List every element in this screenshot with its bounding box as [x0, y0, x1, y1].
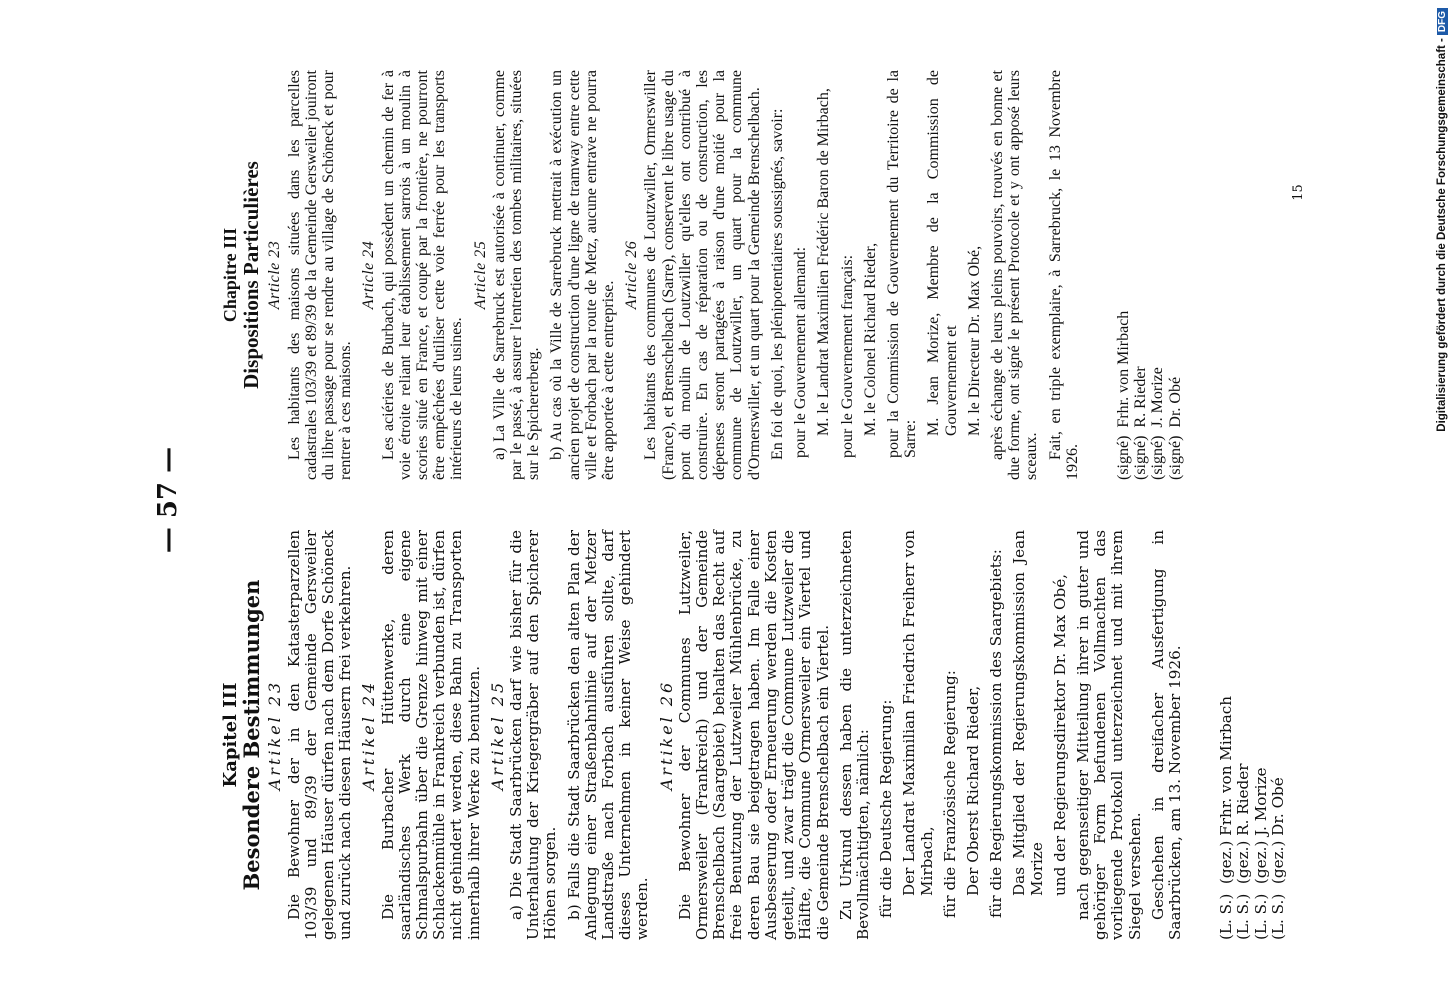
german-article-23-text: Die Bewohner der in den Katasterparzellen 103/39 und 89/39 der Gemeinde Gersweiler gelegenen Häuser dürfen nach dem Dorfe Schöneck und zurück nach diesen Häusern frei verkehren. [284, 530, 355, 940]
german-article-26-title: Artikel 26 [656, 679, 676, 791]
french-article-24-text: Les aciéries de Burbach, qui possèdent un chemin de fer à voie étroite reliant leur établissement sarrois à un moulin à scories situé en France, et coupé par la frontière, ne pourront être empêchées d'utiliser cette voie ferrée pour les transports intérieurs de leurs usines. [379, 70, 466, 480]
page-number: — 57 — [153, 446, 183, 554]
french-article-25-a: a) La Ville de Sarrebruck est autorisée à continuer, comme par le passé, à assurer l'entretien des tombes militaires, situées sur le Spichererberg. [490, 70, 543, 480]
german-signature: (L. S.) (gez.) J. Morize [1251, 767, 1270, 940]
french-article-25-title: Article 25 [471, 240, 489, 310]
french-gov-saar-name1: M. Jean Morize, Membre de la Commission de Gouvernement et [925, 70, 960, 436]
folio-number: 15 [1290, 184, 1306, 201]
digitization-notice-label: Digitalisierung gefördert durch die Deutsche Forschungsgemeinschaft - [1436, 38, 1448, 432]
german-article-24-text: Die Burbacher Hüttenwerke, deren saarländisches Werk durch eine eigene Schmalspurbahn über die Grenze hinweg mit einer Schlackenmühle in Frankreich verbunden ist, dürfen nicht gehindert werden, diese Bahn zu Transporten innerhalb ihrer Werke zu benutzen. [378, 530, 483, 940]
german-article-26-text: Die Bewohner der Communes Lutzweiler, Ormersweiler (Frankreich) und der Gemeinde Brenschelbach (Saargebiet) behalten das Recht auf freie Benutzung der Lutzweiler Mühlenbrücke, zu deren Bau sie beigetragen haben. Im Falle einer Ausbesserung oder Erneuerung werden die Kosten geteilt, und zwar trägt die Commune Lutzweiler die Hälfte, die Commune Ormersweiler ein Viertel und die Gemeinde Brenschelbach ein Viertel. [675, 530, 832, 940]
french-gov-saar: pour la Commission de Gouvernement du Territoire de la Sarre: [884, 70, 920, 458]
rotated-content [87, 50, 1347, 950]
german-gov-de: für die Deutsche Regierung: [877, 699, 896, 918]
french-chapter: Chapitre III [220, 227, 240, 323]
french-signature: (signé) R. Rieder [1132, 366, 1150, 480]
german-gov-saar-name1: Das Mitglied der Regierungskommission Jean Morize [1010, 530, 1046, 896]
french-signature: (signé) Dr. Obé [1166, 376, 1184, 480]
french-article-23-text: Les habitants des maisons situées dans les parcelles cadastrales 103/39 et 89/39 de la Gemeinde Gersweiler jouiront du libre passage pour se rendre au village de Schöneck et pour rentrer à ces maisons. [285, 70, 355, 480]
german-gov-saar-name2: und der Regierungsdirektor Dr. Max Obé, [1050, 573, 1069, 896]
german-article-25-a: a) Die Stadt Saarbrücken darf wie bisher für die Unterhaltung der Kriegergräber auf den Spicherer Höhen sorgen. [507, 530, 560, 940]
french-closing: après échange de leurs pleins pouvoirs, trouvés en bonne et due forme, ont signé le présent Protocole et y ont apposé leurs sceaux. [988, 70, 1041, 480]
french-heading: Dispositions Particulières [239, 161, 264, 389]
german-witness: Zu Urkund dessen haben die unterzeichneten Bevollmächtigten, nämlich: [836, 530, 872, 940]
german-gov-saar: für die Regierungskommission des Saargebiets: [987, 549, 1006, 918]
german-article-25-b: b) Falls die Stadt Saarbrücken den alten Plan der Anlegung einer Straßenbahnlinie auf der Metzer Landstraße nach Forbach ausführen sollte, darf dieses Unternehmen in keiner Weise gehindert werden. [564, 530, 652, 940]
french-signature: (signé) Frhr. von Mirbach [1114, 310, 1132, 480]
german-gov-de-name: Der Landrat Maximilian Friedrich Freiherr von Mirbach, [900, 530, 936, 896]
german-signature: (L. S.) (gez.) Dr. Obé [1268, 777, 1287, 940]
digitization-notice-text [1436, 8, 1452, 992]
dfg-logo: DFG [1437, 8, 1448, 35]
french-article-25-b: b) Au cas où la Ville de Sarrebruck mettrait à exécution un ancien projet de construction d'une ligne de tramway entre cette ville et Forbach par la route de Metz, aucune entrave ne pourra être apportée à cette entreprise. [548, 70, 618, 480]
german-article-24-title: Artikel 24 [359, 679, 379, 791]
text-frame [87, 50, 1347, 950]
german-article-23-title: Artikel 23 [265, 679, 285, 791]
french-gov-de: pour le Gouvernement allemand: [792, 246, 810, 458]
french-article-23-title: Article 23 [266, 240, 284, 310]
german-gov-fr: für die Französische Regierung: [940, 670, 959, 918]
french-article-26-text: Les habitants des communes de Loutzwiller, Ormerswiller (France), et Brenschelbach (Sarre), conservent le libre usage du pont du moulin de Loutzwiller qu'elles ont contribué à construire. En cas de réparation ou de construction, les dépenses seront partagées à raison d'une moitié pour la commune de Loutzwiller, un quart pour la commune d'Ormerswiller, et un quart pour la Gemeinde Brenschelbach. [642, 70, 763, 480]
german-article-25-title: Artikel 25 [487, 679, 507, 791]
french-article-24-title: Article 24 [360, 240, 378, 310]
german-signatures [1218, 530, 1287, 940]
french-article-26-title: Article 26 [623, 240, 641, 310]
german-gov-fr-name: Der Oberst Richard Rieder, [963, 685, 982, 896]
german-column [222, 530, 1287, 940]
french-signatures [1115, 70, 1184, 480]
french-witness: En foi de quoi, les plénipotentiaires soussignés, savoir: [768, 108, 786, 460]
french-gov-de-name: M. le Landrat Maximilien Frédéric Baron de Mirbach, [815, 88, 833, 436]
french-gov-saar-name2: M. le Directeur Dr. Max Obé, [965, 245, 983, 436]
french-done: Fait, en triple exemplaire, à Sarrebruck, le 13 Novembre 1926. [1046, 70, 1081, 480]
german-done: Geschehen in dreifacher Ausfertigung in Saarbrücken, am 13. November 1926. [1148, 530, 1184, 940]
german-signature: (L. S.) (gez.) Frhr. von Mirbach [1217, 695, 1236, 940]
digitization-notice [1420, 8, 1448, 992]
french-signature: (signé) J. Morize [1149, 367, 1167, 480]
german-signature: (L. S.) (gez.) R. Rieder [1234, 763, 1253, 940]
german-chapter: Kapitel III [220, 682, 241, 788]
french-gov-fr-name: M. le Colonel Richard Rieder, [861, 242, 879, 436]
french-column [222, 70, 1184, 480]
german-closing: nach gegenseitiger Mitteilung ihrer in guter und gehöriger Form befundenen Vollmachten das vorliegende Protokoll unterzeichnet und mit ihrem Siegel versehen. [1073, 530, 1144, 940]
french-gov-fr: pour le Gouvernement français: [838, 254, 856, 458]
german-heading: Besondere Bestimmungen [239, 579, 265, 891]
